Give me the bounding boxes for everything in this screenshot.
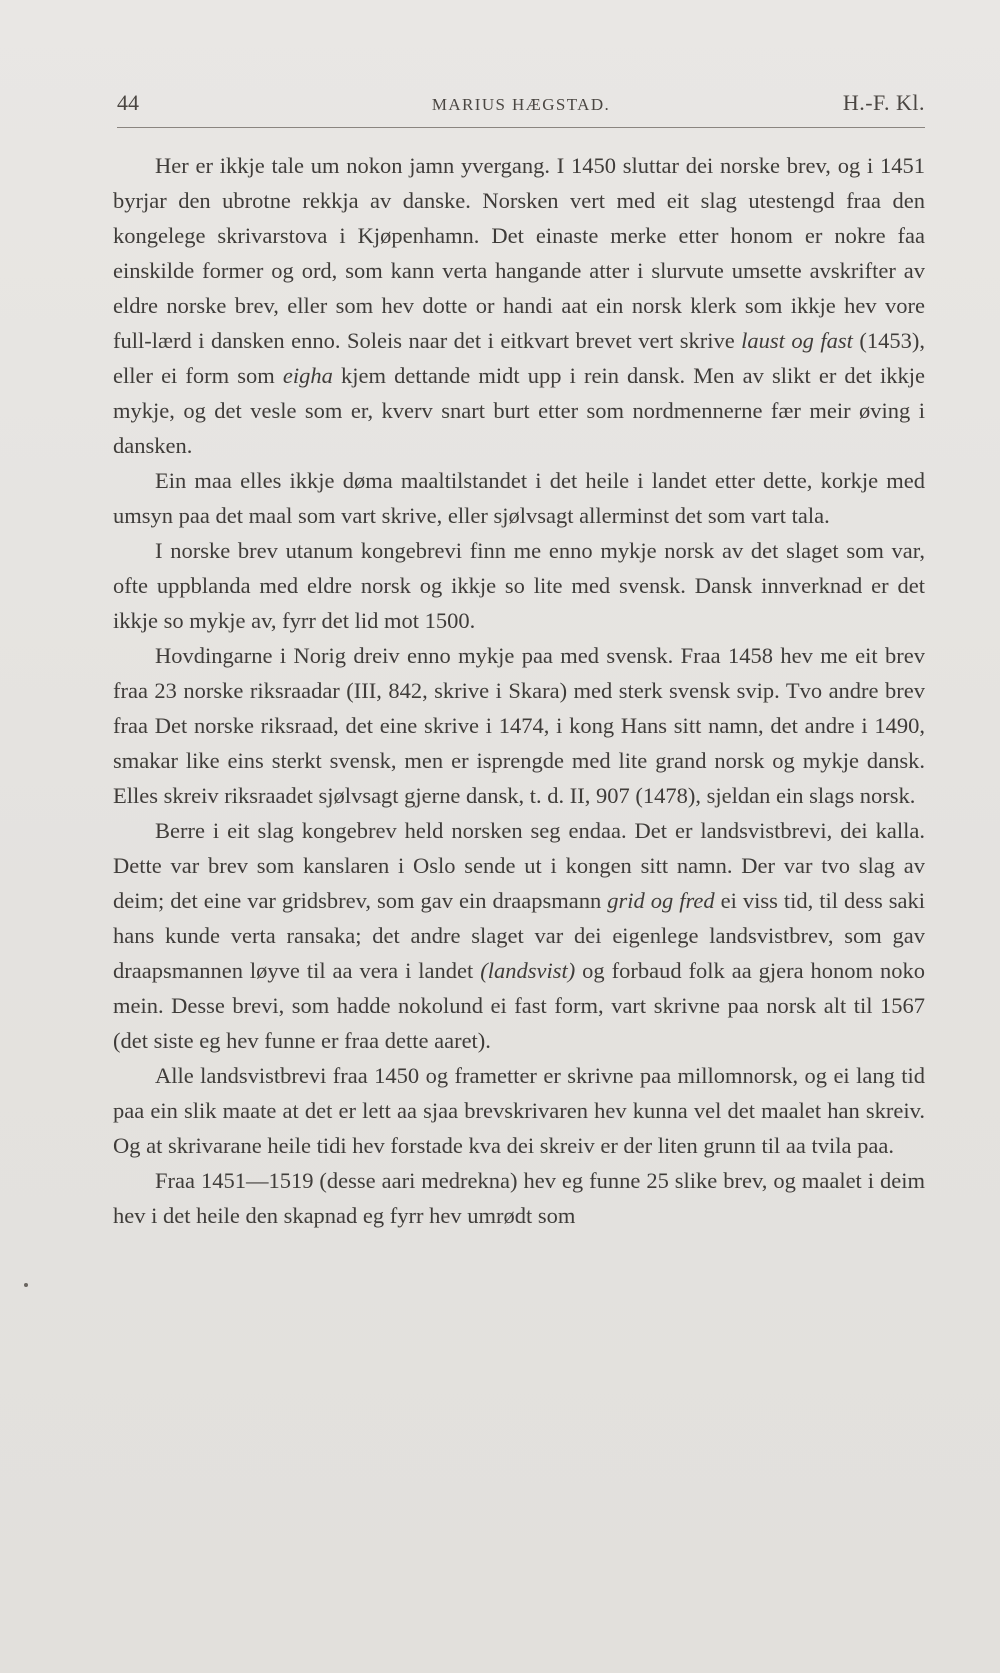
running-title: MARIUS HÆGSTAD.: [431, 95, 611, 114]
text-run: og forbaud folk aa gjera honom noko mein. Desse brevi, som hadde nokolund ei fast form, vart skrivne paa norsk alt til 1567 (det siste eg hev funne er fraa dette aaret).: [113, 958, 925, 1053]
text-run: Fraa 1451—1519 (desse aari medrekna) hev eg funne 25 slike brev, og maalet i deim hev i det heile den skapnad eg fyrr hev umrødt som: [113, 1168, 925, 1228]
page-header: [117, 90, 925, 124]
margin-speck: [24, 1283, 28, 1287]
paragraph: [113, 1163, 925, 1233]
text-run: ei viss tid, til dess saki hans kunde verta ransaka; det andre slaget var dei eigenlege landsvistbrev, som gav draapsmannen løyve til aa vera i landet: [113, 888, 926, 983]
italic-phrase: eigha: [282, 363, 333, 388]
text-run: I norske brev utanum kongebrevi finn me enno mykje norsk av det slaget som var, ofte uppblanda med eldre norsk og ikkje so lite med svensk. Dansk innverknad er det ikkje so mykje av, fyrr det lid mot 1500.: [113, 538, 925, 633]
header-rule: [117, 127, 925, 128]
text-run: Hovdingarne i Norig dreiv enno mykje paa med svensk. Fraa 1458 hev me eit brev fraa 23 norske riksraadar (III, 842, skrive i Skara) med sterk svensk svip. Tvo andre brev fraa Det norske riksraad, det eine skrive i 1474, i kong Hans sitt namn, det andre i 1490, smakar like eins sterkt svensk, men er isprengde med lite grand norsk og mykje dansk. Elles skreiv riksraadet sjølvsagt gjerne dansk, t. d. II, 907 (1478), sjeldan ein slags norsk.: [113, 643, 925, 808]
body-text: [113, 148, 925, 1233]
paragraph: [113, 148, 925, 463]
italic-phrase: (landsvist): [480, 958, 576, 983]
section-mark: H.-F. Kl.: [842, 90, 925, 115]
text-run: Berre i eit slag kongebrev held norsken seg endaa. Det er landsvistbrevi, dei kalla. Dette var brev som kanslaren i Oslo sende ut i kongen sitt namn. Der var tvo slag av deim; det eine var gridsbrev, som gav ein draapsmann: [113, 818, 925, 913]
text-run: Ein maa elles ikkje døma maaltilstandet i det heile i landet etter dette, korkje med umsyn paa det maal som vart skrive, eller sjølvsagt allerminst det som vart tala.: [113, 468, 925, 528]
text-run: (1453), eller ei form som: [113, 328, 925, 388]
paragraph: [113, 463, 925, 533]
paragraph: [113, 813, 925, 1058]
paragraph: [113, 638, 925, 813]
paragraph: [113, 533, 925, 638]
italic-phrase: laust og fast: [741, 328, 853, 353]
text-run: Alle landsvistbrevi fraa 1450 og frametter er skrivne paa millomnorsk, og ei lang tid paa ein slik maate at det er lett aa sjaa brevskrivaren hev kunna vel det maalet han skreiv. Og at skrivarane heile tidi hev forstade kva dei skreiv er der liten grunn til aa tvila paa.: [113, 1063, 925, 1158]
italic-phrase: grid og fred: [607, 888, 715, 913]
paragraph: [113, 1058, 925, 1163]
text-run: kjem dettande midt upp i rein dansk. Men av slikt er det ikkje mykje, og det vesle som er, kverv snart burt etter som nordmennerne fær meir øving i dansken.: [113, 363, 925, 458]
text-run: Her er ikkje tale um nokon jamn yvergang. I 1450 sluttar dei norske brev, og i 1451 byrjar den ubrotne rekkja av danske. Norsken vert med eit slag utestengd fraa den kongelege skrivarstova i Kjøpenhamn. Det einaste merke etter honom er nokre faa einskilde former og ord, som kann verta hangande atter i slurvute umsette avskrifter av eldre norske brev, eller som hev dotte or handi aat ein norsk klerk som ikkje hev vore full-lærd i dansken enno. Soleis naar det i eitkvart brevet vert skrive: [113, 153, 925, 353]
page-number: 44: [117, 90, 139, 115]
